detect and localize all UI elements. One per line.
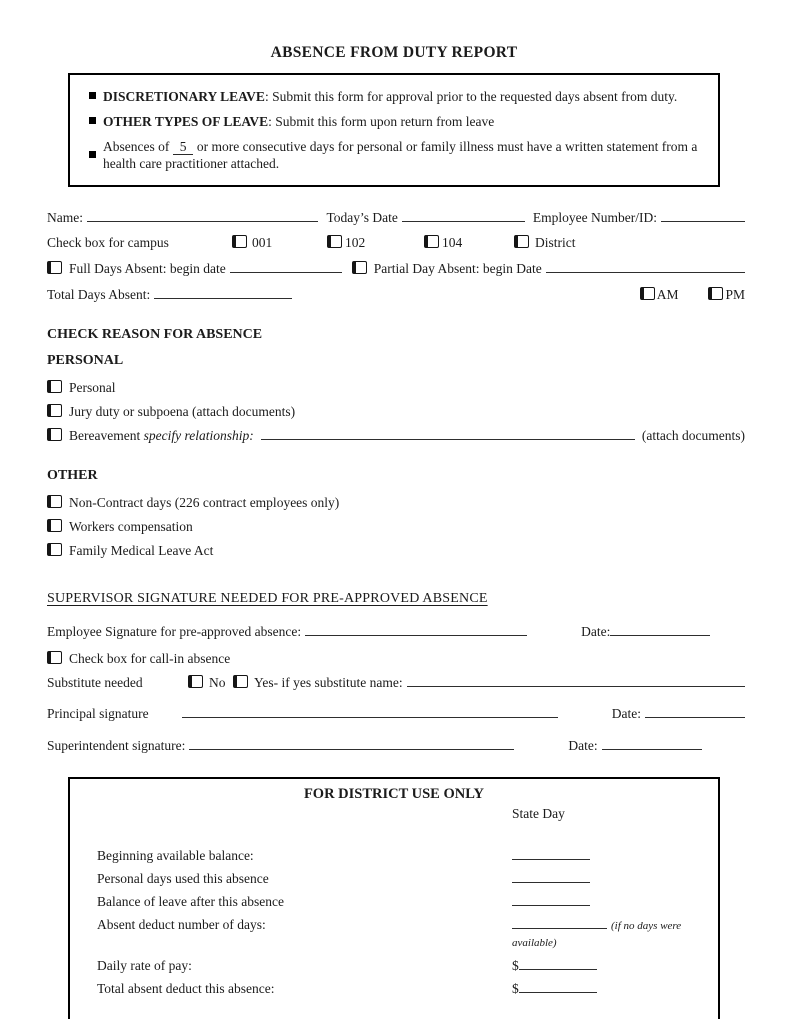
employee-signature-row (47, 623, 745, 640)
reason-workers-comp (47, 518, 745, 535)
checkbox-campus-102[interactable] (327, 235, 342, 248)
campus-option-label: 001 (252, 235, 273, 250)
name-date-id-row (47, 209, 745, 226)
state-day-column-header: State Day (512, 806, 565, 821)
form-body (0, 209, 788, 754)
reason-heading: CHECK REASON FOR ABSENCE (47, 327, 263, 342)
checkbox-jury-duty[interactable] (47, 404, 62, 417)
principal-signature-line[interactable] (182, 705, 558, 718)
district-row-label: Personal days used this absence (97, 871, 269, 886)
notice-item-other-leave (89, 113, 699, 130)
am-option (640, 286, 679, 303)
notice-body: : Submit this form for approval prior to the requested days absent from duty. (264, 89, 678, 104)
reason-label: Jury duty or subpoena (attach documents) (69, 404, 296, 419)
bereavement-label: Bereavement specify relationship: (69, 428, 254, 443)
checkbox-callin[interactable] (47, 651, 62, 664)
pm-option (708, 286, 745, 303)
employee-id-field-line[interactable] (661, 209, 745, 222)
checkbox-substitute-no[interactable] (188, 675, 203, 688)
dollar-sign: $ (512, 981, 519, 996)
bereavement-relationship-line[interactable] (261, 427, 635, 440)
full-days-label: Full Days Absent: begin date (69, 261, 226, 276)
square-bullet-icon (89, 92, 96, 99)
district-row-daily-rate (70, 958, 718, 974)
total-days-field-line[interactable] (154, 286, 292, 299)
notice-label: DISCRETIONARY LEAVE (103, 89, 265, 104)
campus-row (47, 234, 745, 251)
notice-post: or more consecutive days for personal or family illness must have a written statement from a health care practitioner attached. (103, 139, 698, 171)
substitute-name-line[interactable] (407, 674, 745, 687)
no-label: No (209, 675, 226, 690)
substitute-no-option (188, 674, 233, 691)
checkbox-fmla[interactable] (47, 543, 62, 556)
district-use-box (68, 777, 720, 1019)
reason-bereavement (47, 427, 745, 444)
district-row-balance-after (70, 894, 718, 910)
notice-item-absences (89, 138, 699, 172)
absence-days-value: 5 (173, 139, 194, 155)
superintendent-date (568, 737, 701, 754)
partial-day-date-line[interactable] (546, 260, 745, 273)
checkbox-non-contract[interactable] (47, 495, 62, 508)
name-field-line[interactable] (87, 209, 318, 222)
checkbox-am[interactable] (640, 287, 655, 300)
name-label: Name: (47, 210, 83, 225)
district-row-days-used (70, 871, 718, 887)
checkbox-campus-001[interactable] (232, 235, 247, 248)
notice-item-discretionary (89, 88, 699, 105)
campus-option-104 (424, 234, 514, 251)
checkbox-pm[interactable] (708, 287, 723, 300)
employee-id-label: Employee Number/ID: (532, 210, 657, 225)
supervisor-heading: SUPERVISOR SIGNATURE NEEDED FOR PRE-APPROVED ABSENCE (47, 591, 488, 606)
campus-option-label: 102 (345, 235, 366, 250)
balance-after-line[interactable] (512, 894, 590, 906)
todays-date-field-line[interactable] (402, 209, 525, 222)
campus-option-102 (327, 234, 424, 251)
checkbox-partial-day[interactable] (352, 261, 367, 274)
principal-signature-row (47, 705, 745, 722)
substitute-label: Substitute needed (47, 675, 143, 690)
reason-label: Family Medical Leave Act (69, 543, 214, 558)
substitute-yes-option (233, 674, 403, 691)
reason-label: Workers compensation (69, 519, 193, 534)
employee-signature-date (581, 623, 710, 640)
bereavement-attach-note: (attach documents) (641, 428, 745, 443)
superintendent-signature-line[interactable] (189, 737, 514, 750)
bereavement-specify-label: specify relationship: (143, 428, 254, 443)
date-label: Date: (611, 706, 641, 721)
days-used-line[interactable] (512, 871, 590, 883)
principal-date-line[interactable] (645, 705, 745, 718)
total-deduct-label: Total absent deduct this absence: (97, 981, 275, 996)
am-label: AM (656, 287, 679, 302)
full-days-date-line[interactable] (230, 260, 342, 273)
yes-label: Yes- if yes substitute name: (254, 675, 403, 690)
district-row-absent-deduct (70, 917, 718, 951)
beginning-balance-line[interactable] (512, 848, 590, 860)
checkbox-workers-comp[interactable] (47, 519, 62, 532)
personal-heading: PERSONAL (47, 353, 124, 368)
district-row-label: Beginning available balance: (97, 848, 254, 863)
district-heading: FOR DISTRICT USE ONLY (303, 786, 485, 802)
callin-label: Check box for call-in absence (69, 651, 231, 666)
campus-label: Check box for campus (47, 235, 169, 250)
checkbox-campus-104[interactable] (424, 235, 439, 248)
reason-label: Personal (69, 380, 116, 395)
total-days-row (47, 286, 745, 303)
campus-option-label: 104 (442, 235, 463, 250)
other-heading: OTHER (47, 468, 98, 483)
principal-signature-label: Principal signature (47, 706, 149, 721)
employee-signature-label: Employee Signature for pre-approved absence: (47, 624, 302, 639)
absent-deduct-label: Absent deduct number of days: (97, 917, 266, 932)
total-days-label: Total Days Absent: (47, 287, 151, 302)
notice-label: OTHER TYPES OF LEAVE (103, 114, 269, 129)
district-row-label: Balance of leave after this absence (97, 894, 285, 909)
daily-rate-line[interactable] (519, 958, 597, 970)
partial-day-label: Partial Day Absent: begin Date (373, 261, 542, 276)
campus-option-district (514, 234, 576, 251)
notice-box (68, 73, 720, 187)
checkbox-substitute-yes[interactable] (233, 675, 248, 688)
district-row-beginning-balance (70, 848, 718, 864)
square-bullet-icon (89, 117, 96, 124)
notice-body: : Submit this form upon return from leave (268, 114, 495, 129)
superintendent-signature-row (47, 737, 745, 754)
notice-text (103, 138, 699, 172)
checkbox-campus-district[interactable] (514, 235, 529, 248)
dollar-sign: $ (512, 958, 519, 973)
reason-fmla (47, 542, 745, 559)
reason-label: Non-Contract days (226 contract employees only) (69, 495, 340, 510)
checkbox-bereavement[interactable] (47, 428, 62, 441)
superintendent-date-line[interactable] (602, 737, 702, 750)
reason-personal (47, 379, 745, 396)
employee-signature-line[interactable] (305, 623, 527, 636)
absent-begin-row (47, 260, 745, 277)
date-label: Date: (568, 738, 598, 753)
date-label: Date: (581, 624, 611, 639)
checkbox-full-days[interactable] (47, 261, 62, 274)
absent-deduct-note: (if no days were available) (512, 920, 682, 949)
daily-rate-label: Daily rate of pay: (97, 958, 192, 973)
absent-deduct-line[interactable] (512, 917, 607, 929)
reason-jury-duty (47, 403, 745, 420)
page-title: ABSENCE FROM DUTY REPORT (270, 44, 518, 61)
square-bullet-icon (89, 151, 96, 158)
notice-text (103, 88, 677, 105)
notice-text (103, 113, 494, 130)
campus-option-label: District (535, 235, 576, 250)
employee-signature-date-line[interactable] (610, 623, 710, 636)
reason-non-contract (47, 494, 745, 511)
pm-label: PM (725, 287, 745, 302)
district-row-total-deduct (70, 981, 718, 997)
checkbox-personal[interactable] (47, 380, 62, 393)
superintendent-signature-label: Superintendent signature: (47, 738, 186, 753)
substitute-row (47, 674, 745, 691)
campus-option-001 (232, 234, 327, 251)
todays-date-label: Today’s Date (326, 210, 398, 225)
callin-row (47, 650, 745, 667)
principal-date (612, 705, 745, 722)
total-deduct-line[interactable] (519, 981, 597, 993)
notice-pre: Absences of (103, 139, 170, 154)
